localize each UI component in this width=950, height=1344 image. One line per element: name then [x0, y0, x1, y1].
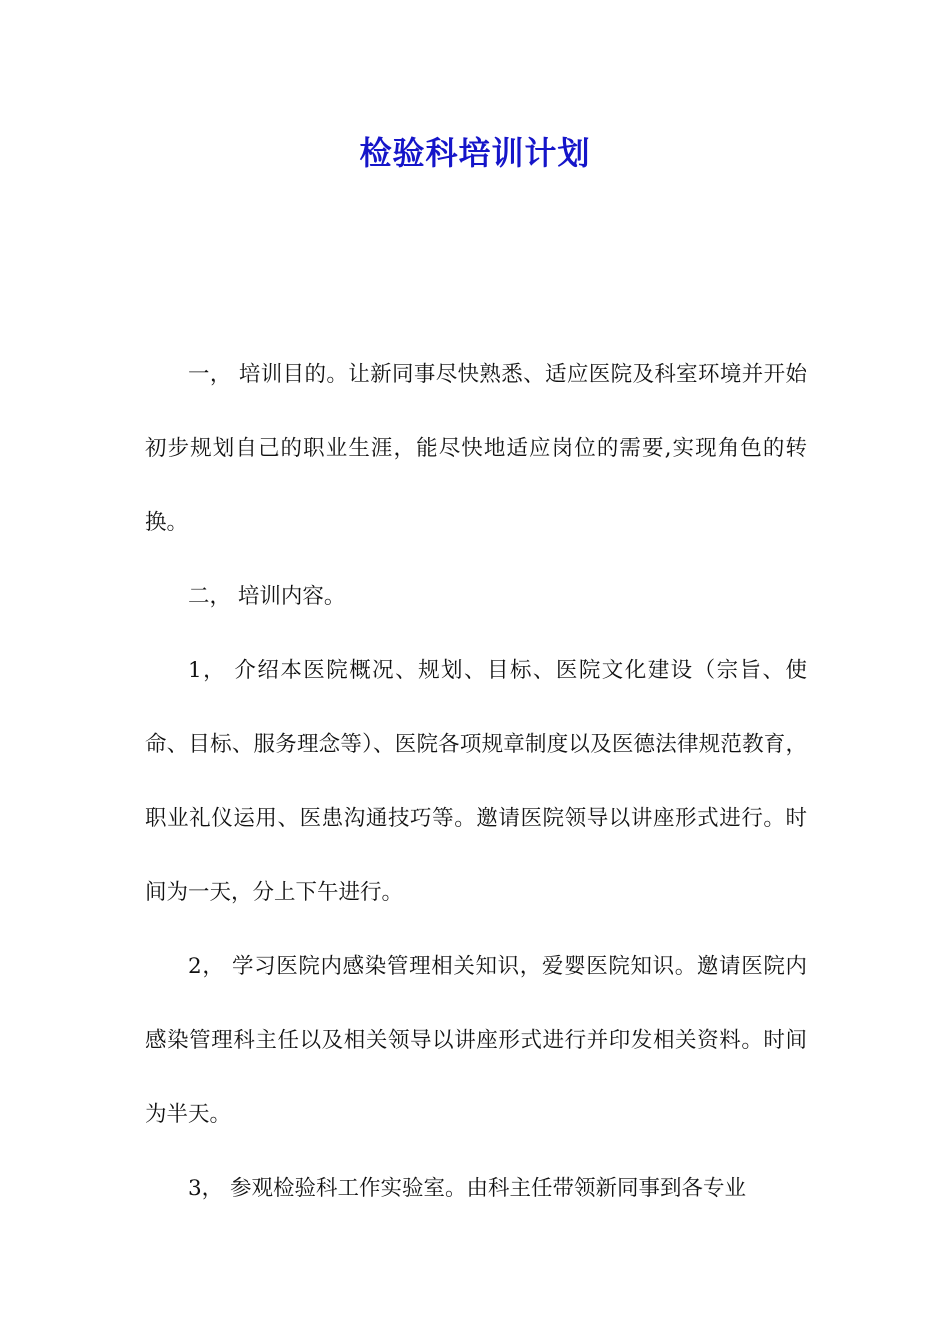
document-body [145, 338, 807, 1226]
document-title: 检验科培训计划 [359, 134, 591, 172]
paragraph-training-content-heading: 二， 培训内容。 [188, 584, 346, 609]
paragraph-item-3-lab-visit: 3， 参观检验科工作实验室。由科主任带领新同事到各专业 [188, 1176, 747, 1201]
paragraph-item-1-hospital-overview: 1， 介绍本医院概况、规划、目标、医院文化建设（宗旨、使命、目标、服务理念等）、医院各项规章制度以及医德法律规范教育，职业礼仪运用、医患沟通技巧等。邀请医院领导以讲座形式进行。时间为一天，分上下午进行。 [145, 658, 807, 905]
paragraph-item-2-infection-control: 2， 学习医院内感染管理相关知识，爱婴医院知识。邀请医院内感染管理科主任以及相关领导以讲座形式进行并印发相关资料。时间为半天。 [145, 954, 807, 1127]
paragraph-training-purpose: 一， 培训目的。让新同事尽快熟悉、适应医院及科室环境并开始初步规划自己的职业生涯，能尽快地适应岗位的需要,实现角色的转换。 [145, 362, 807, 535]
